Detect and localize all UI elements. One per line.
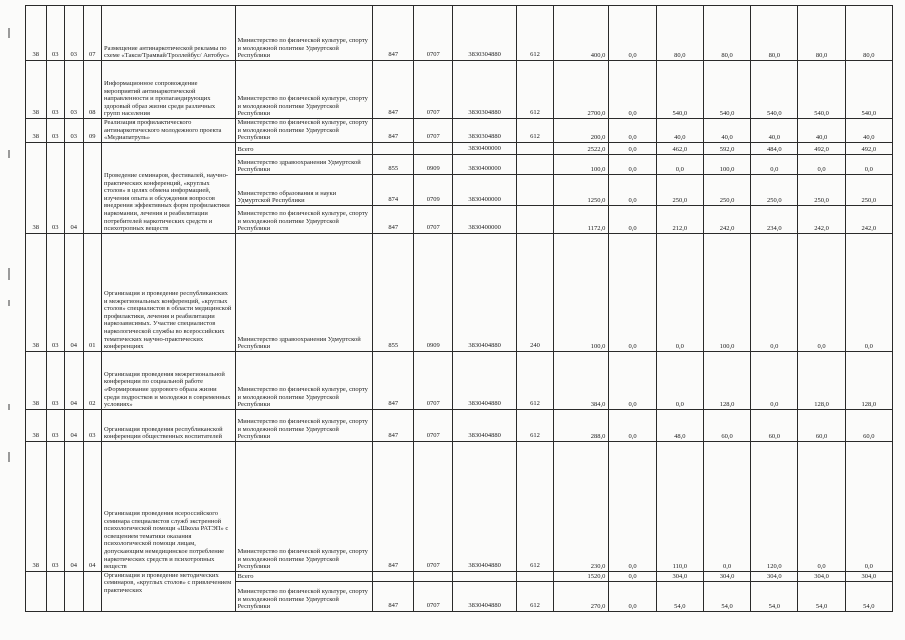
csr-cell (453, 571, 517, 581)
pp-code-cell: 03 (46, 409, 64, 441)
year-value-cell: 40,0 (798, 119, 845, 143)
year-value-cell: 0,0 (751, 154, 798, 174)
rzpr-cell: 0707 (414, 6, 453, 61)
pp-code-cell: 03 (46, 6, 64, 61)
executor-cell: Всего (235, 142, 373, 154)
executor-cell: Министерство по физической культуре, спорту и молодежной политике Удмуртской Республики (235, 581, 373, 611)
executor-cell: Министерство по физической культуре, спорту и молодежной политике Удмуртской Республики (235, 119, 373, 143)
year-value-cell: 0,0 (751, 351, 798, 409)
pp-code-cell: 03 (46, 233, 64, 351)
grbs-cell: 847 (373, 441, 414, 571)
rzpr-cell: 0707 (414, 581, 453, 611)
table-row (26, 142, 893, 154)
year-value-cell: 250,0 (703, 174, 750, 205)
year-value-cell: 48,0 (656, 409, 703, 441)
year-value-cell: 54,0 (798, 581, 845, 611)
year-value-cell: 0,0 (845, 154, 892, 174)
rzpr-cell: 0707 (414, 205, 453, 233)
total-cell: 288,0 (553, 409, 608, 441)
year-value-cell: 592,0 (703, 142, 750, 154)
table-row (26, 351, 893, 409)
table-row (26, 6, 893, 61)
year-value-cell: 484,0 (751, 142, 798, 154)
total-cell: 230,0 (553, 441, 608, 571)
grbs-cell: 874 (373, 174, 414, 205)
year-value-cell: 242,0 (798, 205, 845, 233)
csr-cell: 3830304880 (453, 119, 517, 143)
total-cell: 270,0 (553, 581, 608, 611)
measure-name-cell: Организация и проведение методических семинаров, «круглых столов» с привлечением практических (101, 571, 235, 611)
gp-code-cell: 38 (26, 61, 47, 119)
total-cell: 1250,0 (553, 174, 608, 205)
vr-cell (516, 174, 553, 205)
budget-table (25, 5, 893, 612)
csr-cell: 3830404880 (453, 581, 517, 611)
vr-cell (516, 205, 553, 233)
year-value-cell: 0,0 (609, 441, 656, 571)
pp-code-cell: 03 (46, 119, 64, 143)
gp-code-cell: 38 (26, 351, 47, 409)
om-code-cell: 04 (65, 233, 83, 351)
vr-cell (516, 154, 553, 174)
m-code-cell: 02 (83, 351, 101, 409)
total-cell: 100,0 (553, 233, 608, 351)
m-code-cell: 09 (83, 119, 101, 143)
year-value-cell: 540,0 (656, 61, 703, 119)
grbs-cell: 855 (373, 233, 414, 351)
executor-cell: Министерство по физической культуре, спорту и молодежной политике Удмуртской Республики (235, 205, 373, 233)
year-value-cell: 100,0 (703, 233, 750, 351)
year-value-cell: 0,0 (703, 441, 750, 571)
year-value-cell: 540,0 (845, 61, 892, 119)
year-value-cell: 54,0 (845, 581, 892, 611)
executor-cell: Министерство по физической культуре, спорту и молодежной политике Удмуртской Республики (235, 441, 373, 571)
year-value-cell: 0,0 (609, 205, 656, 233)
pp-code-cell: 03 (46, 61, 64, 119)
vr-cell: 612 (516, 119, 553, 143)
m-code-cell: 07 (83, 6, 101, 61)
gp-code-cell: 38 (26, 233, 47, 351)
year-value-cell: 540,0 (798, 61, 845, 119)
year-value-cell: 80,0 (798, 6, 845, 61)
year-value-cell: 60,0 (845, 409, 892, 441)
pp-code-cell (46, 571, 64, 611)
year-value-cell: 80,0 (703, 6, 750, 61)
year-value-cell: 242,0 (845, 205, 892, 233)
grbs-cell: 847 (373, 351, 414, 409)
total-cell: 384,0 (553, 351, 608, 409)
year-value-cell: 54,0 (703, 581, 750, 611)
vr-cell: 240 (516, 233, 553, 351)
year-value-cell: 212,0 (656, 205, 703, 233)
year-value-cell: 0,0 (845, 233, 892, 351)
measure-name-cell: Информационное сопровождение мероприятий антинаркотической направленности и пропагандирующих здоровый образ жизни среди различных групп населения (101, 61, 235, 119)
year-value-cell: 492,0 (798, 142, 845, 154)
year-value-cell: 540,0 (751, 61, 798, 119)
vr-cell: 612 (516, 441, 553, 571)
year-value-cell: 40,0 (656, 119, 703, 143)
om-code-cell (65, 571, 83, 611)
gp-code-cell: 38 (26, 142, 47, 233)
binding-margin-marks (8, 0, 12, 640)
year-value-cell: 54,0 (751, 581, 798, 611)
year-value-cell: 0,0 (798, 233, 845, 351)
year-value-cell: 0,0 (609, 233, 656, 351)
measure-name-cell: Проведение семинаров, фестивалей, научно-практических конференций, «круглых столов» в целях обмена информацией, изучения опыта и обсуждения вопросов внедрения эффективных форм профилактики наркомании, лечения и реабилитации потребителей наркотических средств и психотропных веществ (101, 142, 235, 233)
year-value-cell: 250,0 (656, 174, 703, 205)
measure-name-cell: Организация и проведение республиканских и межрегиональных конференций, «круглых столов» специалистов в области медицинской профилактики, лечения и реабилитации наркозависимых. Участие специалистов наркологической службы во всероссийских тематических научно-практических конференциях (101, 233, 235, 351)
year-value-cell: 250,0 (751, 174, 798, 205)
executor-cell: Министерство по физической культуре, спорту и молодежной политике Удмуртской Республики (235, 351, 373, 409)
executor-cell: Министерство здравоохранения Удмуртской Республики (235, 233, 373, 351)
year-value-cell: 120,0 (751, 441, 798, 571)
table-row (26, 571, 893, 581)
grbs-cell: 847 (373, 61, 414, 119)
rzpr-cell (414, 571, 453, 581)
grbs-cell: 847 (373, 6, 414, 61)
year-value-cell: 492,0 (845, 142, 892, 154)
rzpr-cell: 0707 (414, 409, 453, 441)
total-cell: 100,0 (553, 154, 608, 174)
grbs-cell: 847 (373, 409, 414, 441)
executor-cell: Всего (235, 571, 373, 581)
year-value-cell: 0,0 (845, 441, 892, 571)
grbs-cell (373, 571, 414, 581)
vr-cell: 612 (516, 351, 553, 409)
csr-cell: 3830400000 (453, 205, 517, 233)
year-value-cell: 110,0 (656, 441, 703, 571)
executor-cell: Министерство здравоохранения Удмуртской Республики (235, 154, 373, 174)
year-value-cell: 0,0 (656, 233, 703, 351)
measure-name-cell: Организация проведения всероссийского семинара специалистов служб экстренной психологической помощи «Школа РАТЭП» с освещением тематики оказания психологической помощи лицам, допускающим немедицинское потребление наркотических средств и психотропных веществ (101, 441, 235, 571)
executor-cell: Министерство по физической культуре, спорту и молодежной политике Удмуртской Республики (235, 409, 373, 441)
rzpr-cell: 0707 (414, 441, 453, 571)
year-value-cell: 0,0 (609, 154, 656, 174)
year-value-cell: 128,0 (798, 351, 845, 409)
year-value-cell: 0,0 (751, 233, 798, 351)
year-value-cell: 0,0 (798, 154, 845, 174)
rzpr-cell: 0909 (414, 233, 453, 351)
year-value-cell: 0,0 (609, 119, 656, 143)
csr-cell: 3830400000 (453, 154, 517, 174)
rzpr-cell: 0707 (414, 351, 453, 409)
year-value-cell: 250,0 (845, 174, 892, 205)
csr-cell: 3830400000 (453, 174, 517, 205)
year-value-cell: 304,0 (845, 571, 892, 581)
om-code-cell: 04 (65, 409, 83, 441)
vr-cell (516, 142, 553, 154)
total-cell: 1172,0 (553, 205, 608, 233)
gp-code-cell (26, 571, 47, 611)
pp-code-cell: 03 (46, 142, 64, 233)
rzpr-cell: 0709 (414, 174, 453, 205)
year-value-cell: 0,0 (609, 61, 656, 119)
total-cell: 200,0 (553, 119, 608, 143)
vr-cell: 612 (516, 61, 553, 119)
om-code-cell: 03 (65, 61, 83, 119)
om-code-cell: 04 (65, 142, 83, 233)
year-value-cell: 128,0 (845, 351, 892, 409)
measure-name-cell: Организация проведения республиканской конференции общественных воспитателей (101, 409, 235, 441)
year-value-cell: 0,0 (609, 6, 656, 61)
year-value-cell: 0,0 (656, 351, 703, 409)
vr-cell: 612 (516, 409, 553, 441)
om-code-cell: 04 (65, 441, 83, 571)
pp-code-cell: 03 (46, 351, 64, 409)
grbs-cell: 855 (373, 154, 414, 174)
m-code-cell: 08 (83, 61, 101, 119)
year-value-cell: 304,0 (798, 571, 845, 581)
year-value-cell: 0,0 (609, 571, 656, 581)
gp-code-cell: 38 (26, 6, 47, 61)
grbs-cell: 847 (373, 119, 414, 143)
year-value-cell: 0,0 (609, 174, 656, 205)
year-value-cell: 304,0 (703, 571, 750, 581)
om-code-cell: 04 (65, 351, 83, 409)
rzpr-cell: 0909 (414, 154, 453, 174)
rzpr-cell: 0707 (414, 119, 453, 143)
year-value-cell: 0,0 (609, 142, 656, 154)
year-value-cell: 80,0 (656, 6, 703, 61)
csr-cell: 3830304880 (453, 6, 517, 61)
year-value-cell: 100,0 (703, 154, 750, 174)
om-code-cell: 03 (65, 119, 83, 143)
csr-cell: 3830404880 (453, 441, 517, 571)
csr-cell: 3830404880 (453, 409, 517, 441)
m-code-cell (83, 571, 101, 611)
year-value-cell: 60,0 (703, 409, 750, 441)
year-value-cell: 0,0 (656, 154, 703, 174)
year-value-cell: 60,0 (751, 409, 798, 441)
table-row (26, 119, 893, 143)
year-value-cell: 0,0 (798, 441, 845, 571)
gp-code-cell: 38 (26, 119, 47, 143)
table-row (26, 61, 893, 119)
csr-cell: 3830404880 (453, 351, 517, 409)
rzpr-cell (414, 142, 453, 154)
gp-code-cell: 38 (26, 441, 47, 571)
om-code-cell: 03 (65, 6, 83, 61)
year-value-cell: 128,0 (703, 351, 750, 409)
year-value-cell: 40,0 (703, 119, 750, 143)
grbs-cell: 847 (373, 581, 414, 611)
grbs-cell: 847 (373, 205, 414, 233)
csr-cell: 3830304880 (453, 61, 517, 119)
csr-cell: 3830404880 (453, 233, 517, 351)
executor-cell: Министерство образования и науки Удмуртской Республики (235, 174, 373, 205)
rzpr-cell: 0707 (414, 61, 453, 119)
executor-cell: Министерство по физической культуре, спорту и молодежной политике Удмуртской Республики (235, 6, 373, 61)
year-value-cell: 80,0 (845, 6, 892, 61)
m-code-cell (83, 142, 101, 233)
year-value-cell: 0,0 (609, 581, 656, 611)
year-value-cell: 60,0 (798, 409, 845, 441)
year-value-cell: 54,0 (656, 581, 703, 611)
measure-name-cell: Размещение антинаркотической рекламы по схеме «Такси/Трамвай/Троллейбус/ Автобус» (101, 6, 235, 61)
year-value-cell: 540,0 (703, 61, 750, 119)
year-value-cell: 0,0 (609, 409, 656, 441)
year-value-cell: 234,0 (751, 205, 798, 233)
year-value-cell: 462,0 (656, 142, 703, 154)
table-row (26, 441, 893, 571)
total-cell: 2700,0 (553, 61, 608, 119)
m-code-cell: 04 (83, 441, 101, 571)
vr-cell: 612 (516, 6, 553, 61)
year-value-cell: 250,0 (798, 174, 845, 205)
csr-cell: 3830400000 (453, 142, 517, 154)
vr-cell (516, 571, 553, 581)
total-cell: 400,0 (553, 6, 608, 61)
year-value-cell: 40,0 (845, 119, 892, 143)
vr-cell: 612 (516, 581, 553, 611)
total-cell: 2522,0 (553, 142, 608, 154)
year-value-cell: 0,0 (609, 351, 656, 409)
total-cell: 1520,0 (553, 571, 608, 581)
year-value-cell: 242,0 (703, 205, 750, 233)
table-row (26, 409, 893, 441)
year-value-cell: 80,0 (751, 6, 798, 61)
grbs-cell (373, 142, 414, 154)
table-row (26, 233, 893, 351)
measure-name-cell: Реализация профилактического антинаркотического молодежного проекта «Медиапатруль» (101, 119, 235, 143)
executor-cell: Министерство по физической культуре, спорту и молодежной политике Удмуртской Республики (235, 61, 373, 119)
measure-name-cell: Организация проведения межрегиональной конференции по социальной работе «Формирование здорового образа жизни среди подростков и молодежи в современных условиях» (101, 351, 235, 409)
year-value-cell: 304,0 (656, 571, 703, 581)
gp-code-cell: 38 (26, 409, 47, 441)
m-code-cell: 03 (83, 409, 101, 441)
year-value-cell: 304,0 (751, 571, 798, 581)
year-value-cell: 40,0 (751, 119, 798, 143)
m-code-cell: 01 (83, 233, 101, 351)
pp-code-cell: 03 (46, 441, 64, 571)
